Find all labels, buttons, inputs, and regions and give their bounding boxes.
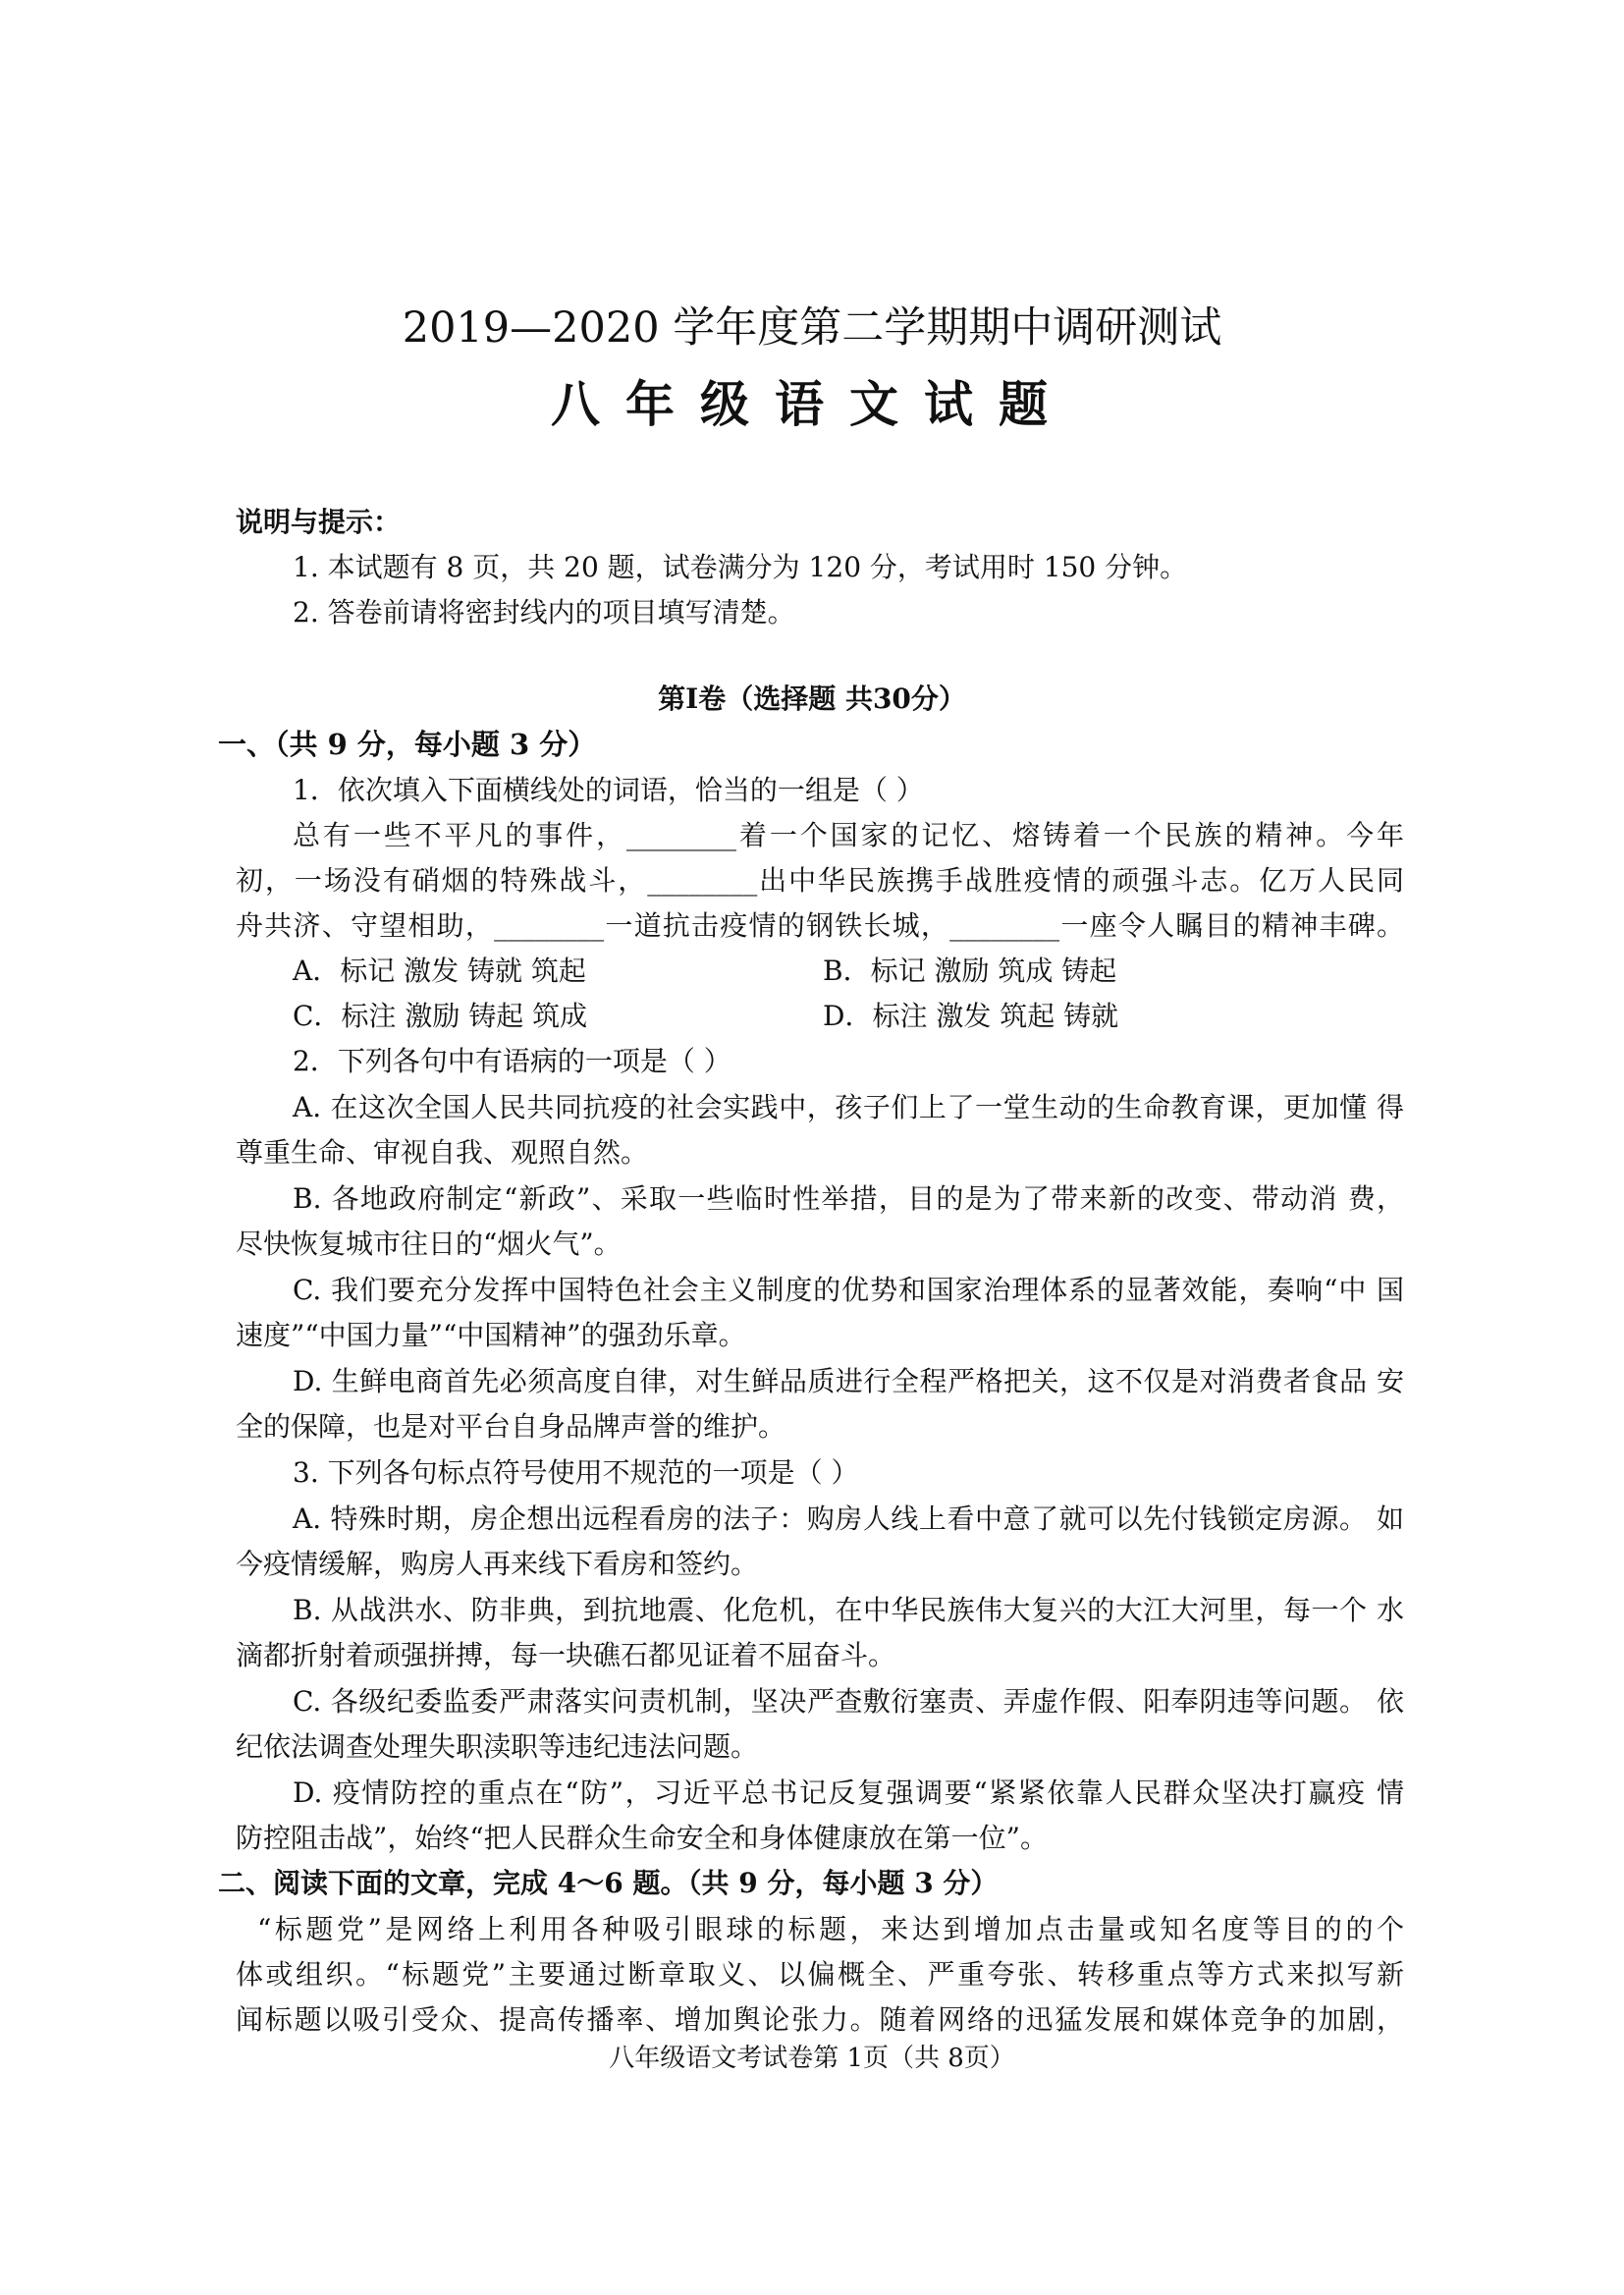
section2-passage-line3: 闻标题以吸引受众、提高传播率、增加舆论张力。随着网络的迅猛发展和媒体竞争的加剧， — [236, 2003, 1404, 2036]
q3-option-d-line2: 防控阻击战”，始终“把人民群众生命安全和身体健康放在第一位”。 — [236, 1822, 1048, 1854]
q2-option-b-line2: 尽快恢复城市往日的“烟火气”。 — [236, 1228, 622, 1260]
q2-option-b-line1: B. 各地政府制定“新政”、采取一些临时性举措，目的是为了带来新的改变、带动消 费， — [293, 1182, 1404, 1215]
q2-option-d-line1: D. 生鲜电商首先必须高度自律，对生鲜品质进行全程严格把关，这不仅是对消费者食品 安 — [293, 1365, 1404, 1397]
q3-stem: 3. 下列各句标点符号使用不规范的一项是（ ） — [293, 1456, 859, 1489]
q1-passage-line1: 总有一些不平凡的事件，________着一个国家的记忆、熔铸着一个民族的精神。今年 — [293, 819, 1404, 851]
q2-option-a-line2: 尊重生命、审视自我、观照自然。 — [236, 1136, 649, 1169]
q1-stem: 1．依次填入下面横线处的词语，恰当的一组是（ ） — [293, 774, 924, 806]
q3-option-c-line1: C. 各级纪委监委严肃落实问责机制，坚决严查敷衍塞责、弄虚作假、阳奉阴违等问题。 依 — [293, 1685, 1404, 1718]
q3-option-a-line2: 今疫情缓解，购房人再来线下看房和签约。 — [236, 1548, 759, 1580]
q3-option-a-line1: A. 特殊时期，房企想出远程看房的法子：购房人线上看中意了就可以先付钱锁定房源。 如 — [293, 1503, 1404, 1535]
q1-option-d: D．标注 激发 筑起 铸就 — [823, 1000, 1119, 1032]
section2-heading: 二、阅读下面的文章，完成 4～6 题。（共 9 分，每小题 3 分） — [218, 1867, 999, 1899]
q3-option-b-line1: B. 从战洪水、防非典，到抗地震、化危机，在中华民族伟大复兴的大江大河里，每一个 水 — [293, 1594, 1404, 1626]
exam-title-line2: 八年级语文试题 — [551, 375, 1073, 433]
instruction-item-2: 2. 答卷前请将密封线内的项目填写清楚。 — [293, 596, 795, 628]
q1-option-a: A．标记 激发 铸就 筑起 — [293, 955, 586, 987]
q3-option-c-line2: 纪依法调查处理失职渎职等违纪违法问题。 — [236, 1730, 759, 1763]
section2-passage-line2: 体或组织。“标题党”主要通过断章取义、以偏概全、严重夸张、转移重点等方式来拟写新 — [236, 1958, 1404, 1991]
q2-option-a-line1: A. 在这次全国人民共同抗疫的社会实践中，孩子们上了一堂生动的生命教育课，更加懂 得 — [293, 1091, 1404, 1123]
q2-option-c-line1: C. 我们要充分发挥中国特色社会主义制度的优势和国家治理体系的显著效能，奏响“中 国 — [293, 1274, 1404, 1306]
section1-heading: 一、（共 9 分，每小题 3 分） — [218, 728, 597, 761]
q2-option-c-line2: 速度”“中国力量”“中国精神”的强劲乐章。 — [236, 1319, 746, 1351]
q1-passage-line2: 初，一场没有硝烟的特殊战斗，________出中华民族携手战胜疫情的顽强斗志。亿万人民同 — [236, 864, 1404, 897]
exam-title-line1: 2019—2020 学年度第二学期期中调研测试 — [402, 303, 1222, 353]
q2-option-d-line2: 全的保障，也是对平台自身品牌声誉的维护。 — [236, 1410, 786, 1443]
volume-title: 第Ⅰ卷（选择题 共30分） — [658, 683, 966, 715]
section2-passage-line1: “标题党”是网络上利用各种吸引眼球的标题，来达到增加点击量或知名度等目的的个 — [257, 1913, 1404, 1945]
q1-passage-line3: 舟共济、守望相助，________一道抗击疫情的钢铁长城，________一座令人瞩目的精神丰碑。 — [236, 909, 1404, 942]
instructions-heading: 说明与提示： — [236, 506, 402, 538]
q1-option-b: B．标记 激励 筑成 铸起 — [823, 955, 1117, 987]
instruction-item-1: 1. 本试题有 8 页，共 20 题，试卷满分为 120 分，考试用时 150 分钟。 — [293, 551, 1188, 583]
q3-option-d-line1: D. 疫情防控的重点在“防”，习近平总书记反复强调要“紧紧依靠人民群众坚决打赢疫 情 — [293, 1776, 1404, 1809]
q3-option-b-line2: 滴都折射着顽强拼搏，每一块礁石都见证着不屈奋斗。 — [236, 1639, 896, 1671]
q2-stem: 2．下列各句中有语病的一项是（ ） — [293, 1045, 731, 1077]
page-footer: 八年级语文考试卷第 1页（共 8页） — [609, 2044, 1015, 2073]
q1-option-c: C．标注 激励 铸起 筑成 — [293, 1000, 588, 1032]
